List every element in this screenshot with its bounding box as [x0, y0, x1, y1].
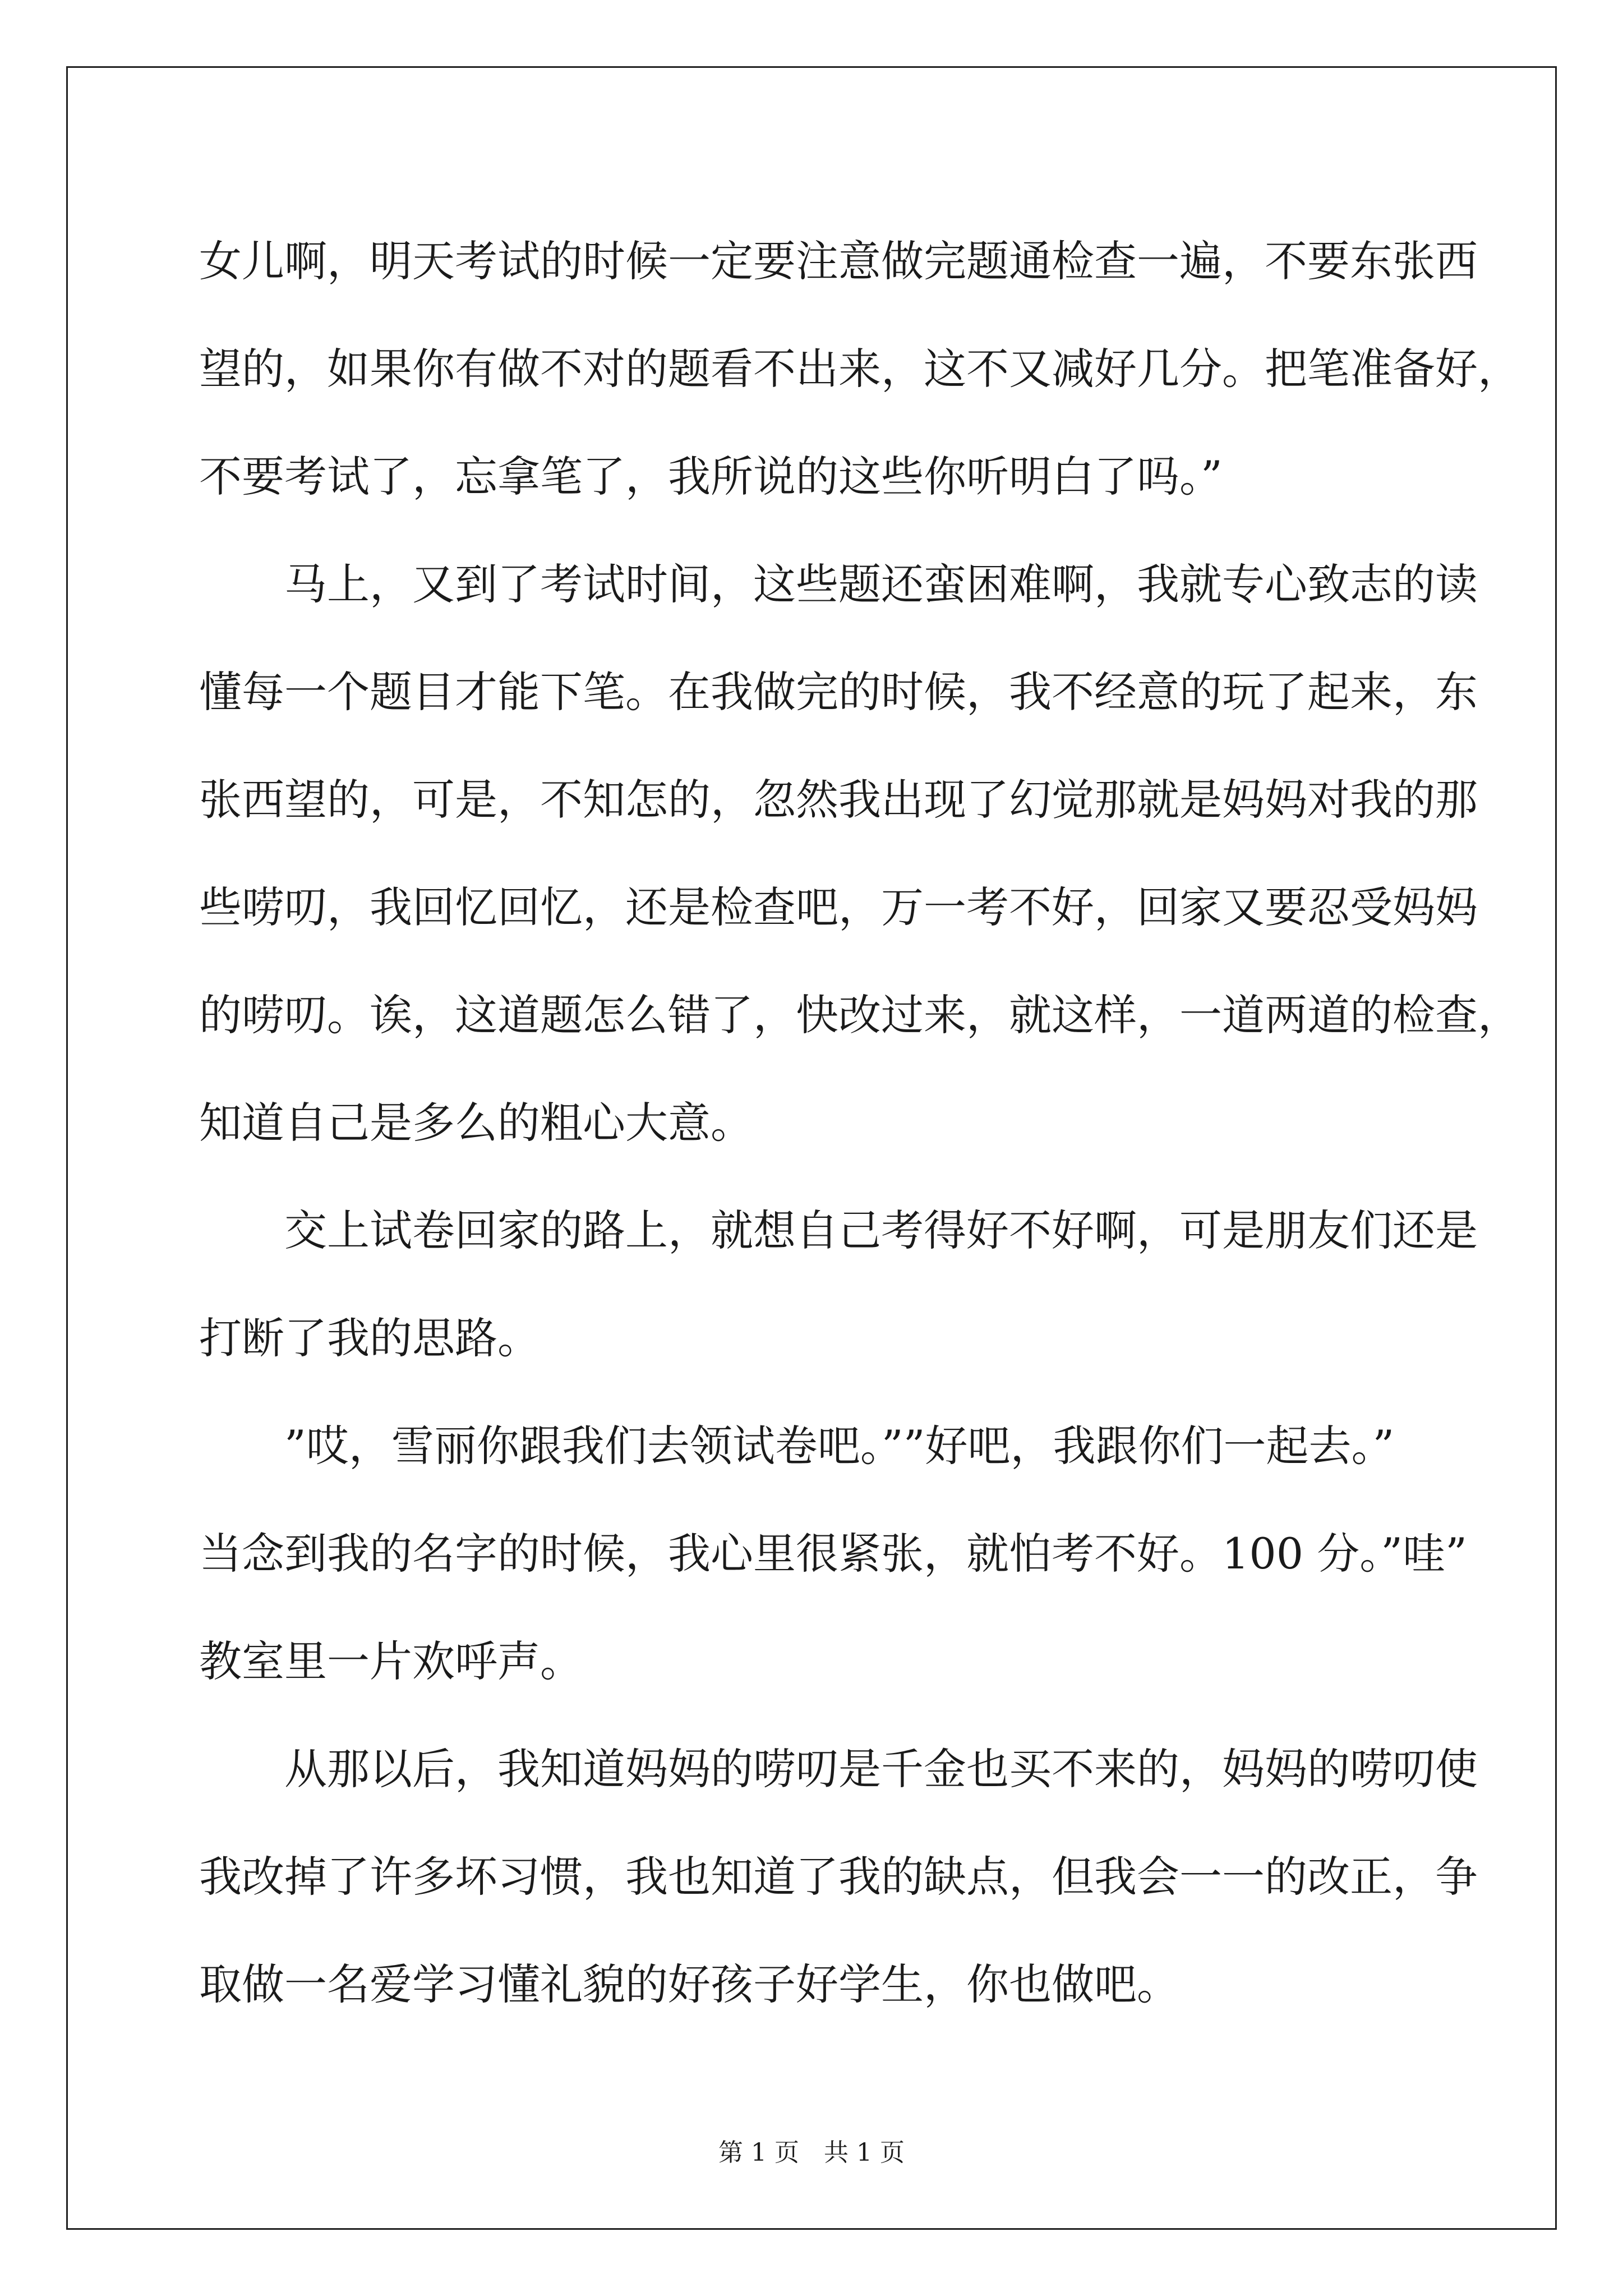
- text-line: 女儿啊，明天考试的时候一定要注意做完题通检查一遍，不要东张西: [199, 236, 1478, 286]
- paragraph-first-line: 从那以后，我知道妈妈的唠叨是千金也买不来的，妈妈的唠叨使: [284, 1744, 1478, 1794]
- text-line: 取做一名爱学习懂礼貌的好孩子好学生，你也做吧。: [199, 1959, 1179, 2009]
- document-body: [199, 208, 1520, 2039]
- text-line: 不要考试了，忘拿笔了，我所说的这些你听明白了吗。”: [199, 452, 1223, 501]
- text-line: 望的，如果你有做不对的题看不出来，这不又减好几分。把笔准备好，: [199, 344, 1520, 394]
- text-line: 的唠叨。诶，这道题怎么错了，快改过来，就这样，一道两道的检查，: [199, 990, 1520, 1040]
- paragraph-first-line: ”哎，雪丽你跟我们去领试卷吧。””好吧，我跟你们一起去。”: [284, 1421, 1395, 1471]
- paragraph-first-line: 交上试卷回家的路上，就想自己考得好不好啊，可是朋友们还是: [284, 1205, 1478, 1255]
- text-line: 些唠叨，我回忆回忆，还是检查吧，万一考不好，回家又要忍受妈妈: [199, 882, 1478, 932]
- paragraph-first-line: 马上，又到了考试时间，这些题还蛮困难啊，我就专心致志的读: [284, 559, 1478, 609]
- page-number-footer: 第 1 页 共 1 页: [718, 2138, 905, 2167]
- text-line: 教室里一片欢呼声。: [199, 1636, 583, 1686]
- text-line: 懂每一个题目才能下笔。在我做完的时候，我不经意的玩了起来，东: [199, 667, 1478, 717]
- text-line: 当念到我的名字的时候，我心里很紧张，就怕考不好。100 分。”哇”: [199, 1529, 1467, 1579]
- text-line: 知道自己是多么的粗心大意。: [199, 1098, 753, 1148]
- text-line: 张西望的，可是，不知怎的，忽然我出现了幻觉那就是妈妈对我的那: [199, 775, 1478, 825]
- text-line: 打断了我的思路。: [199, 1313, 540, 1363]
- text-line: 我改掉了许多坏习惯，我也知道了我的缺点，但我会一一的改正，争: [199, 1852, 1478, 1902]
